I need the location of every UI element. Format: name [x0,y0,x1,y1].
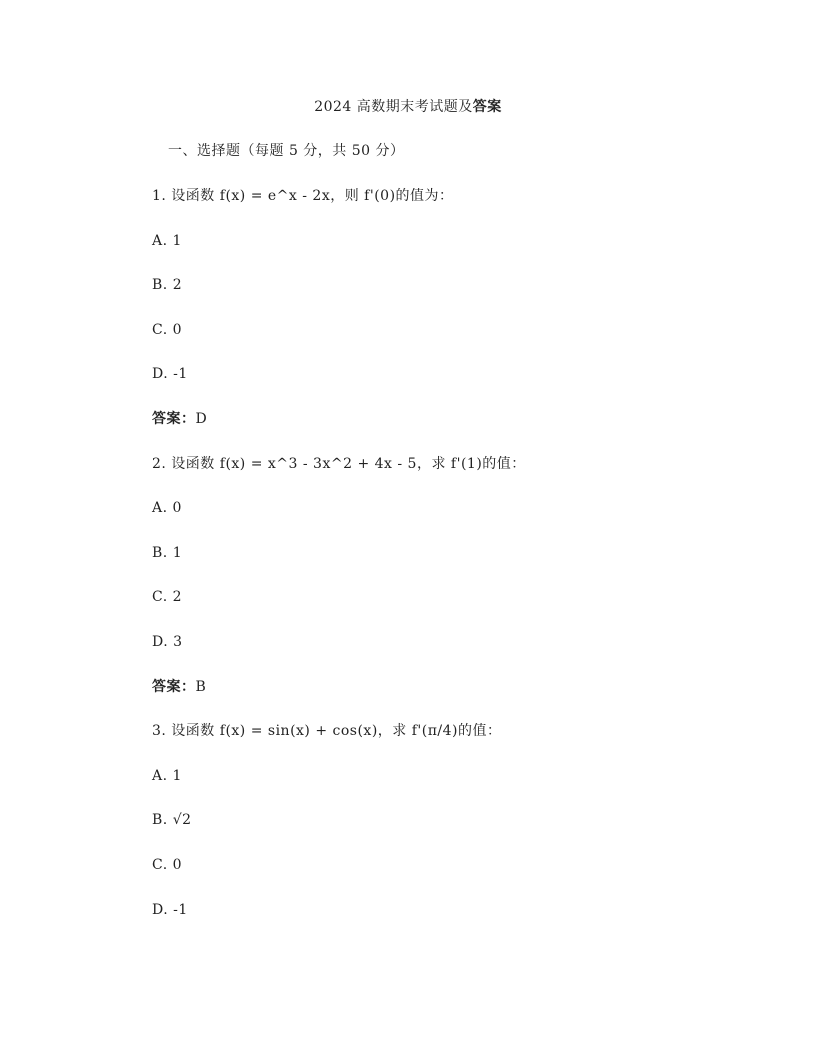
option-d [152,633,183,651]
question-2 [152,455,526,473]
answer-line [152,410,207,428]
title-emphasis: 答案 [472,99,502,115]
option-text: A. 1 [152,768,182,784]
option-text: A. 0 [152,500,182,516]
option-text: D. -1 [152,902,188,918]
question-text: 1. 设函数 f(x) = e^x - 2x，则 f'(0)的值为： [152,188,454,204]
option-b [152,811,192,829]
answer-label: 答案： [152,679,196,695]
option-text: C. 0 [152,857,183,873]
question-3 [152,722,502,740]
option-d [152,365,188,383]
option-c [152,321,182,339]
answer-label: 答案： [152,411,196,427]
option-text: A. 1 [152,233,182,249]
option-a [152,767,182,785]
option-text: B. √2 [152,812,192,828]
option-text: D. -1 [152,366,188,382]
option-text: B. 2 [152,277,183,293]
title-main: 2024 高数期末考试题及 [314,99,473,115]
option-a [152,232,182,250]
option-b [152,276,182,294]
option-a [152,499,182,517]
option-text: D. 3 [152,634,183,650]
option-d [152,901,188,919]
option-b [152,544,182,562]
option-text: B. 1 [152,545,183,561]
answer-line [152,678,206,696]
document-title [0,98,816,116]
answer-value: B [195,679,207,695]
option-c [152,856,182,874]
option-text: C. 2 [152,589,183,605]
answer-value: D [195,411,208,427]
option-text: C. 0 [152,322,183,338]
question-text: 2. 设函数 f(x) = x^3 - 3x^2 + 4x - 5，求 f'(1)的值： [152,456,526,472]
option-c [152,588,182,606]
question-1 [152,187,454,205]
question-text: 3. 设函数 f(x) = sin(x) + cos(x)，求 f'(π/4)的值： [152,723,502,739]
section-heading: 一、选择题（每题 5 分，共 50 分） [168,143,405,159]
